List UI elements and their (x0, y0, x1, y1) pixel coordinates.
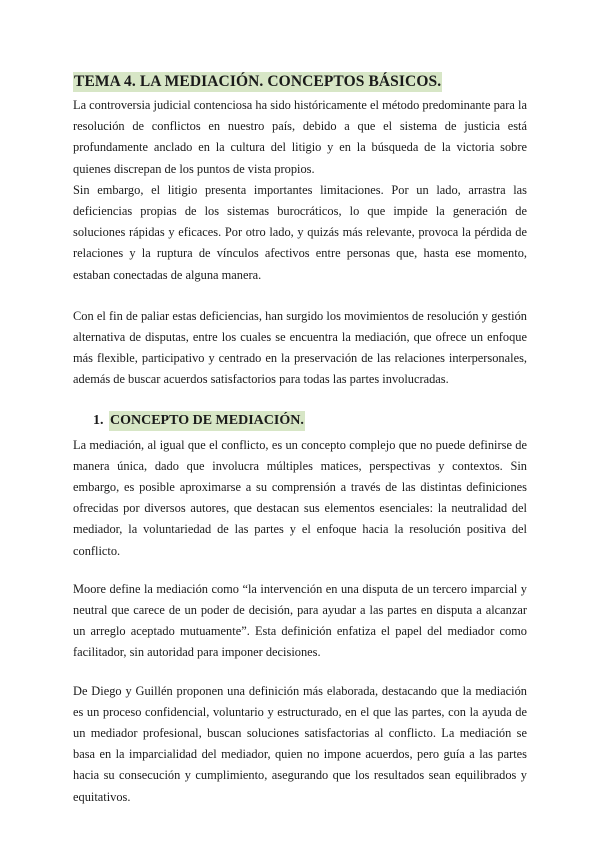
section-number: 1. (93, 412, 104, 428)
section-heading (93, 411, 527, 431)
section-paragraph-3: De Diego y Guillén proponen una definición más elaborada, destacando que la mediación es un proceso confidencial, voluntario y estructurado, en el que las partes, con la ayuda de un mediador profesional, buscan soluciones satisfactorias al conflicto. La mediación se basa en la imparcialidad del mediador, quien no impone acuerdos, pero guía a las partes hacia su consecución y cumplimiento, asegurando que los resultados sean equilibrados y equitativos. (73, 683, 527, 804)
intro-paragraph-1: La controversia judicial contenciosa ha sido históricamente el método predominante para la resolución de conflictos en nuestro país, debido a que el sistema de justicia está profundamente anclado en la cultura del litigio y en la búsqueda de la victoria sobre quienes discrepan de los puntos de vista propios. (73, 98, 527, 176)
page-title: TEMA 4. LA MEDIACIÓN. CONCEPTOS BÁSICOS. (74, 73, 442, 90)
intro-paragraph-3: Con el fin de paliar estas deficiencias, han surgido los movimientos de resolución y gestión alternativa de disputas, entre los cuales se encuentra la mediación, que ofrece un enfoque más flexible, participativo y centrado en la preservación de las relaciones interpersonales, además de buscar acuerdos satisfactorios para todas las partes involucradas. (73, 308, 527, 387)
section-title: CONCEPTO DE MEDIACIÓN. (109, 411, 305, 431)
intro-paragraph-2: Sin embargo, el litigio presenta importantes limitaciones. Por un lado, arrastra las deficiencias propias de los sistemas burocráticos, lo que impide la generación de soluciones rápidas y eficaces. Por otro lado, y quizás más relevante, provoca la pérdida de relaciones y la ruptura de vínculos afectivos entre personas que, hasta ese momento, estaban conectadas de alguna manera. (73, 182, 527, 282)
document-body (73, 72, 527, 808)
section-paragraph-1: La mediación, al igual que el conflicto, es un concepto complejo que no puede definirse de manera única, dado que involucra múltiples matices, perspectivas y contextos. Sin embargo, es posible aproximarse a su comprensión a través de las distintas definiciones ofrecidas por diversos autores, que destacan sus elementos esenciales: la neutralidad del mediador, la voluntariedad de las partes y el enfoque hacia la resolución positiva del conflicto. (73, 437, 527, 558)
section-paragraph-2: Moore define la mediación como “la intervención en una disputa de un tercero imparcial y neutral que carece de un poder de decisión, para ayudar a las partes en disputa a alcanzar un arreglo aceptado mutuamente”. Esta definición enfatiza el papel del mediador como facilitador, sin autoridad para imponer decisiones. (73, 581, 527, 660)
